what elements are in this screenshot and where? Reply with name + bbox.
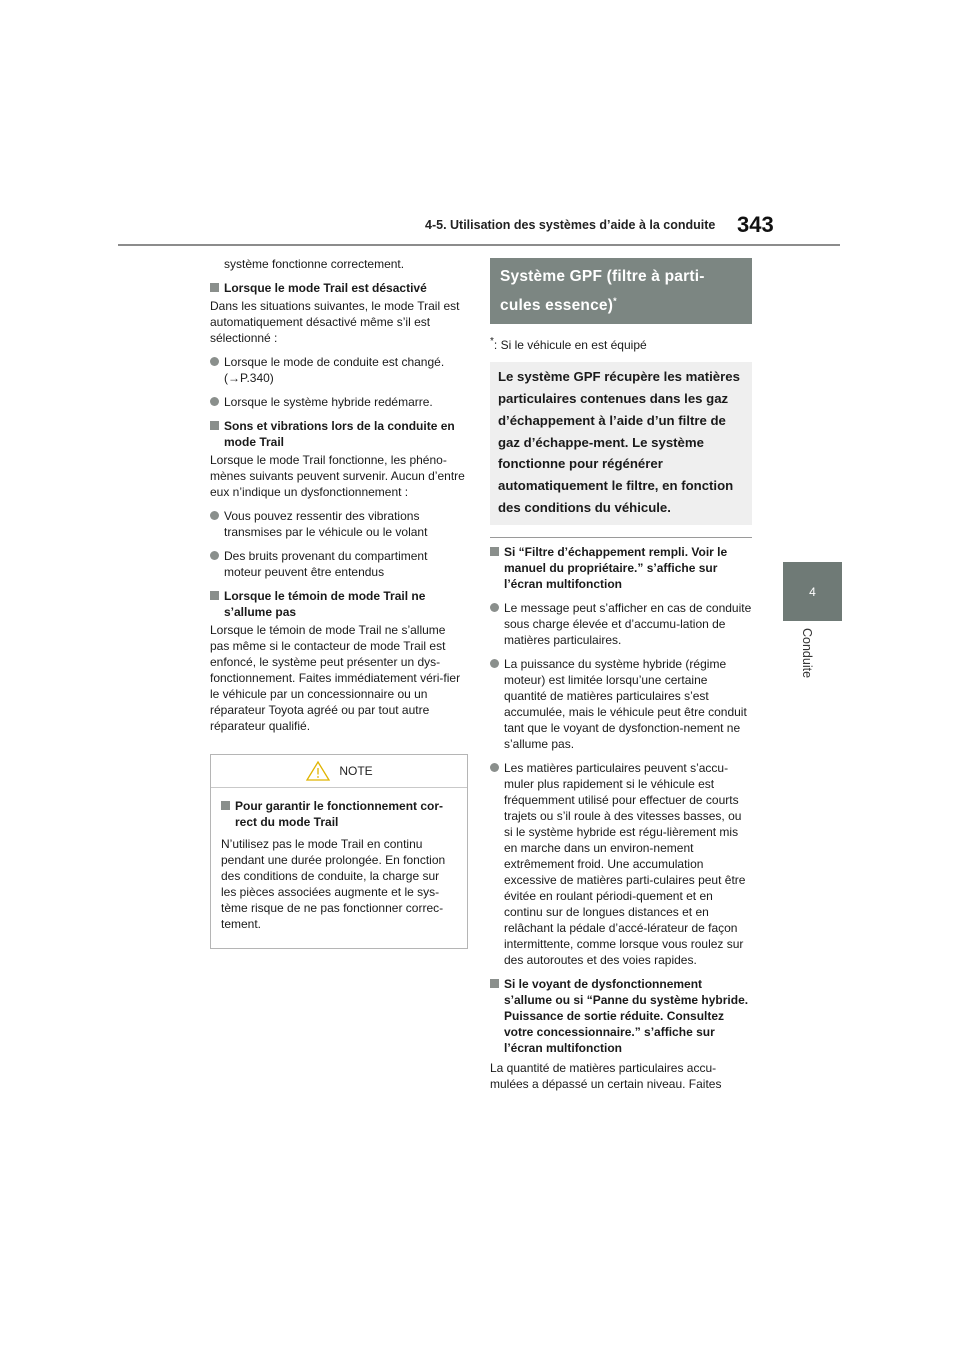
paragraph: Lorsque le témoin de mode Trail ne s’allume pas même si le contacteur de mode Trail est enfoncé, le système peut présenter un dys-fonctionnement. Faites immédiatement véri-fier le véhicule par un concessionnaire ou un réparateur Toyota agréé ou par tout autre réparateur qualifié. bbox=[210, 623, 461, 733]
heading-malfunction-indicator: Si le voyant de dysfonctionnement s’allume ou si “Panne du système hybride. Puissance de sortie réduite. Consultez votre concessionnaire.” s’affiche sur l’écran multifonction bbox=[490, 976, 752, 1056]
bullet-dot-icon bbox=[210, 397, 219, 406]
note-body: N’utilisez pas le mode Trail en continu pendant une durée prolongée. En fonction des conditions de conduite, la charge sur les pièces associées augmente et le sys-tème risque de ne pas fonctionner correc-tement. bbox=[221, 837, 446, 931]
paragraph: Dans les situations suivantes, le mode Trail est automatiquement désactivé même s’il est sélectionné : bbox=[210, 299, 460, 345]
list-item: La puissance du système hybride (régime moteur) est limitée lorsqu’une certaine quantité de matières particulaires s’est accumulée, mais le véhicule peut être conduit tant que le voyant de dysfonction-nement ne s’allume pas. bbox=[490, 656, 752, 752]
note-label: NOTE bbox=[339, 764, 373, 778]
square-bullet-icon bbox=[210, 591, 219, 600]
square-bullet-icon bbox=[221, 801, 230, 810]
square-bullet-icon bbox=[490, 979, 499, 988]
heading-trail-disabled: Lorsque le mode Trail est désactivé bbox=[210, 280, 468, 296]
square-bullet-icon bbox=[210, 421, 219, 430]
bullet-dot-icon bbox=[490, 603, 499, 612]
bullet-dot-icon bbox=[210, 357, 219, 366]
header-rule bbox=[118, 244, 840, 246]
section-title: 4-5. Utilisation des systèmes d’aide à la conduite bbox=[425, 218, 716, 232]
footnote-mark: * bbox=[613, 296, 617, 306]
square-bullet-icon bbox=[210, 283, 219, 292]
list-item: Des bruits provenant du compartiment moteur peuvent être entendus bbox=[210, 548, 468, 580]
bullet-dot-icon bbox=[490, 659, 499, 668]
page-number: 343 bbox=[737, 212, 774, 237]
list-item: Le message peut s’afficher en cas de conduite sous charge élevée et d’accumu-lation de matières particulaires. bbox=[490, 600, 752, 648]
note-heading: Pour garantir le fonctionnement cor-rect du mode Trail bbox=[221, 798, 457, 830]
note-box bbox=[210, 754, 468, 949]
square-bullet-icon bbox=[490, 547, 499, 556]
note-header bbox=[211, 755, 467, 788]
chapter-label: Conduite bbox=[800, 628, 814, 679]
bullet-dot-icon bbox=[210, 511, 219, 520]
bullet-dot-icon bbox=[210, 551, 219, 560]
divider bbox=[490, 537, 752, 538]
heading-trail-indicator: Lorsque le témoin de mode Trail ne s’allume pas bbox=[210, 588, 468, 620]
list-item: Les matières particulaires peuvent s’accu-muler plus rapidement si le véhicule est fréquemment utilisé pour effectuer de courts trajets ou s’il roule à des vitesses basses, ou si le système hybride est régu-lièrement mis en marche dans un environ-nement extrêmement froid. Une accumulation excessive de matières parti-culaires peut être évitée en roulant périodi-quement et en continu sur de longues distances et en relâchant la pédale d’accé-lérateur de façon intermittente, comme lorsque vous roulez sur des autoroutes et des voies rapides. bbox=[490, 760, 752, 968]
bullet-dot-icon bbox=[490, 763, 499, 772]
gpf-summary: Le système GPF récupère les matières particulaires contenues dans les gaz d’échappement à l’aide d’un filtre de gaz d’échappe-ment. Le système fonctionne pour régénérer automatiquement le filtre, en fonction des conditions du véhicule. bbox=[490, 362, 752, 525]
gpf-section-title: Système GPF (filtre à parti-cules essence)* bbox=[490, 258, 752, 324]
list-item: Lorsque le mode de conduite est changé. (→P.340) bbox=[210, 354, 468, 386]
list-item: Lorsque le système hybride redémarre. bbox=[210, 394, 468, 410]
right-column bbox=[490, 258, 752, 1100]
footnote: *: Si le véhicule en est équipé bbox=[490, 336, 647, 353]
footnote-mark: * bbox=[490, 336, 494, 348]
paragraph: Lorsque le mode Trail fonctionne, les phéno-mènes suivants peuvent survenir. Aucun d’entre eux n’indique un dysfonctionnement : bbox=[210, 453, 465, 499]
warning-triangle-icon bbox=[305, 760, 331, 782]
chapter-tab[interactable] bbox=[783, 562, 842, 621]
chapter-number: 4 bbox=[809, 584, 816, 599]
paragraph: La quantité de matières particulaires accu-mulées a dépassé un certain niveau. Faites bbox=[490, 1060, 722, 1091]
list-item: Vous pouvez ressentir des vibrations transmises par le véhicule ou le volant bbox=[210, 508, 468, 540]
left-column bbox=[210, 256, 468, 949]
heading-filter-full: Si “Filtre d’échappement rempli. Voir le manuel du propriétaire.” s’affiche sur l’écran multifonction bbox=[490, 544, 752, 592]
heading-trail-sounds: Sons et vibrations lors de la conduite en mode Trail bbox=[210, 418, 468, 450]
intro-continuation: système fonctionne correctement. bbox=[224, 257, 405, 271]
